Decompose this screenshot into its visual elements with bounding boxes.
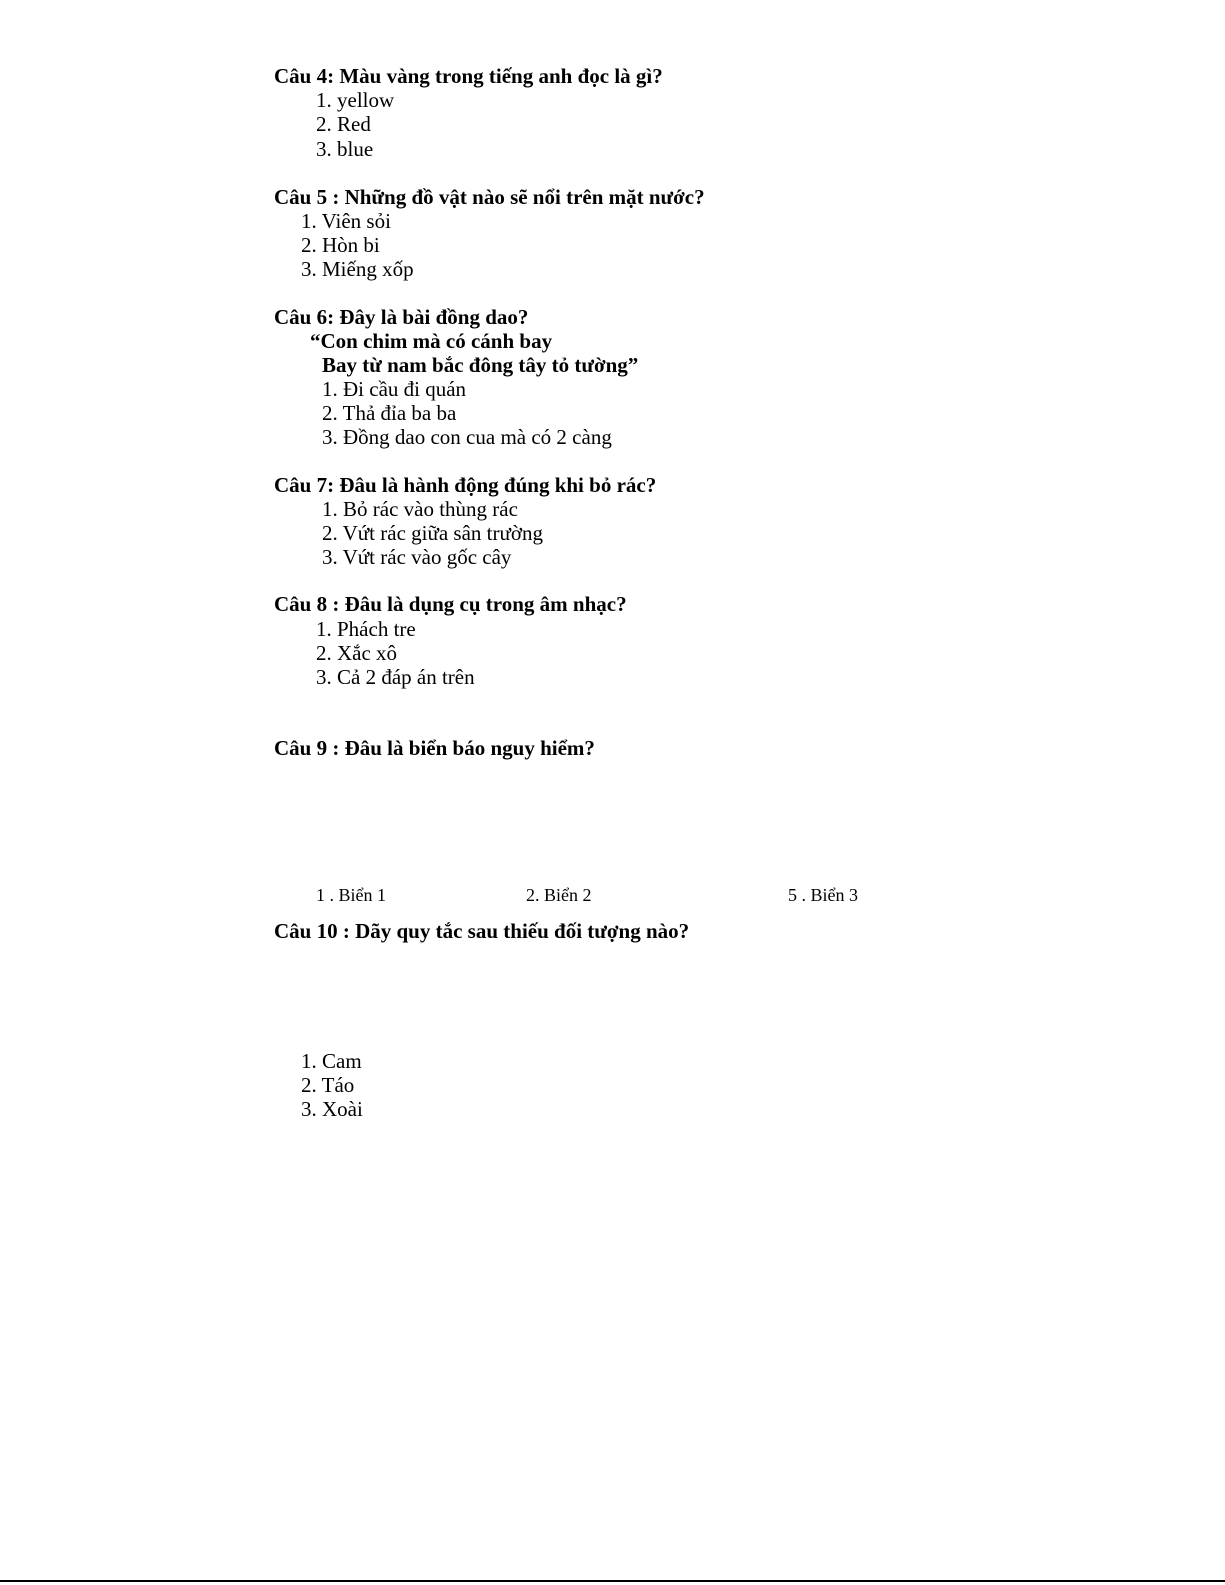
question-10-option-2: 2. Táo bbox=[301, 1073, 355, 1097]
page-bottom-divider bbox=[0, 1580, 1225, 1582]
question-6-poem-line-2: Bay từ nam bắc đông tây tỏ tường” bbox=[322, 353, 639, 377]
question-5-option-2: 2. Hòn bi bbox=[301, 233, 380, 257]
question-10-option-3: 3. Xoài bbox=[301, 1097, 363, 1121]
question-7-option-2: 2. Vứt rác giữa sân trường bbox=[322, 521, 543, 545]
question-10-title: Câu 10 : Dãy quy tắc sau thiếu đối tượng nào? bbox=[274, 919, 690, 943]
question-6-title: Câu 6: Đây là bài đồng dao? bbox=[274, 305, 529, 329]
question-6-option-3: 3. Đồng dao con cua mà có 2 càng bbox=[322, 425, 612, 449]
question-5-title: Câu 5 : Những đồ vật nào sẽ nổi trên mặt nước? bbox=[274, 185, 705, 209]
question-4-title: Câu 4: Màu vàng trong tiếng anh đọc là gì? bbox=[274, 64, 663, 88]
question-6-poem-line-1: “Con chim mà có cánh bay bbox=[310, 329, 553, 353]
question-8-option-3: 3. Cả 2 đáp án trên bbox=[316, 665, 475, 689]
question-4-option-1: 1. yellow bbox=[316, 88, 395, 112]
question-8-option-2: 2. Xắc xô bbox=[316, 641, 398, 665]
question-9-option-1: 1 . Biển 1 bbox=[316, 885, 386, 905]
question-7-option-3: 3. Vứt rác vào gốc cây bbox=[322, 545, 512, 569]
question-7-option-1: 1. Bỏ rác vào thùng rác bbox=[322, 497, 518, 521]
question-8-title: Câu 8 : Đâu là dụng cụ trong âm nhạc? bbox=[274, 592, 627, 616]
question-9-option-2: 2. Biển 2 bbox=[526, 885, 592, 905]
question-6-option-2: 2. Thả đỉa ba ba bbox=[322, 401, 457, 425]
question-10-option-1: 1. Cam bbox=[301, 1049, 362, 1073]
question-4-option-2: 2. Red bbox=[316, 112, 371, 136]
question-5-option-3: 3. Miếng xốp bbox=[301, 257, 414, 281]
question-9-option-3: 5 . Biển 3 bbox=[788, 885, 858, 905]
question-6-option-1: 1. Đi cầu đi quán bbox=[322, 377, 467, 401]
question-9-title: Câu 9 : Đâu là biển báo nguy hiểm? bbox=[274, 736, 595, 760]
question-8-option-1: 1. Phách tre bbox=[316, 617, 416, 641]
question-7-title: Câu 7: Đâu là hành động đúng khi bỏ rác? bbox=[274, 473, 657, 497]
question-4-option-3: 3. blue bbox=[316, 137, 374, 161]
question-5-option-1: 1. Viên sỏi bbox=[301, 209, 391, 233]
